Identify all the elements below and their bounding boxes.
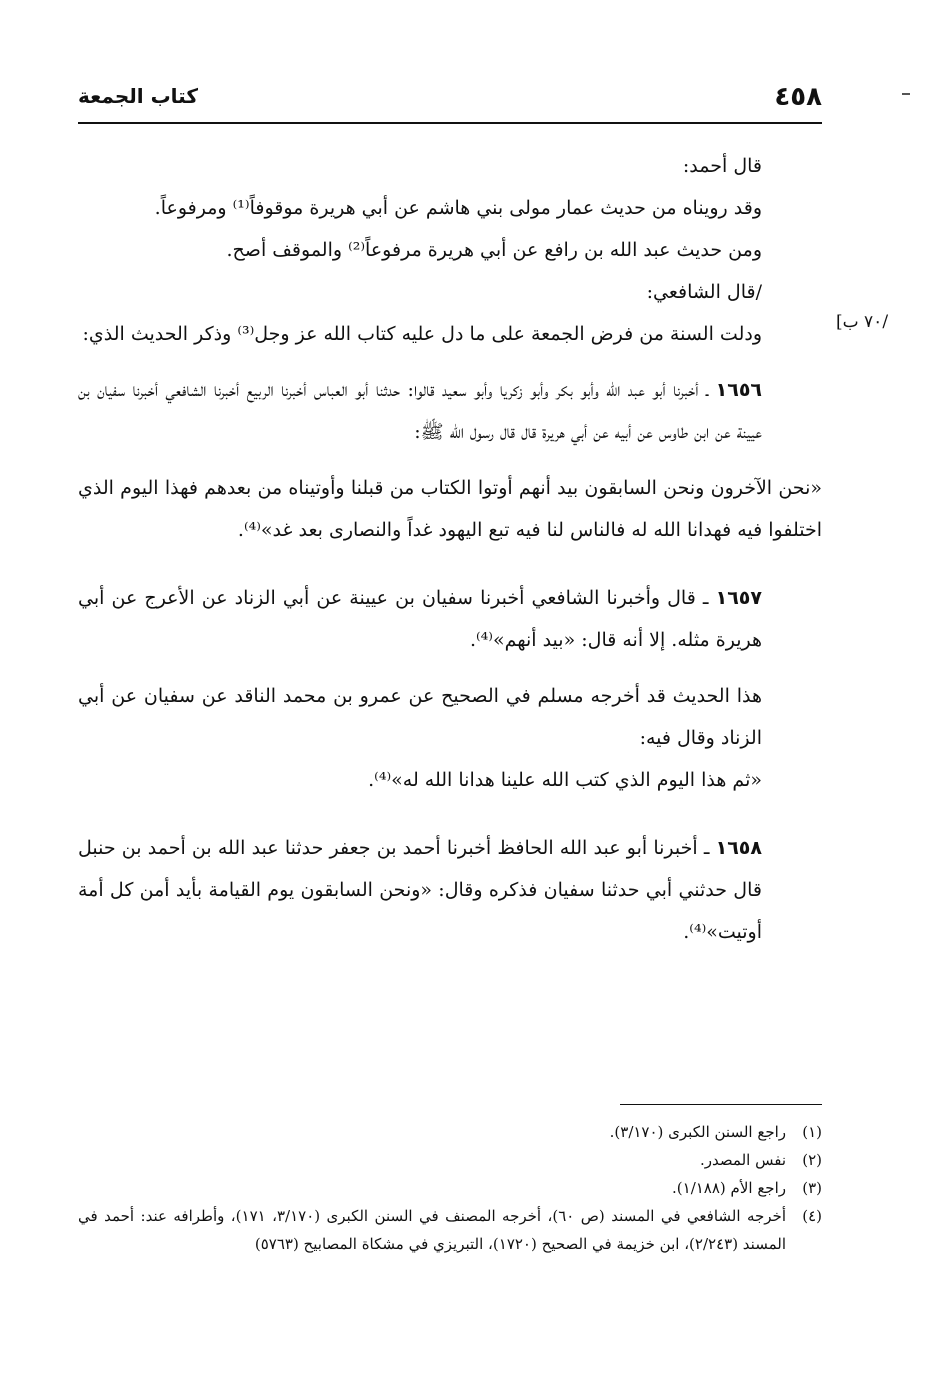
paragraph-qala-ahmad: قال أحمد: bbox=[682, 155, 762, 177]
hadith-1656 bbox=[78, 369, 822, 453]
footnote-mark: (٢) bbox=[802, 1151, 822, 1169]
footnote bbox=[78, 1202, 822, 1258]
footnote bbox=[78, 1146, 822, 1174]
hadith-number: ١٦٥٦ bbox=[715, 379, 763, 401]
manuscript-folio-note: /٧٠ ب] bbox=[836, 312, 889, 332]
footnote-text: راجع الأم (١/١٨٨). bbox=[672, 1179, 786, 1197]
page-header bbox=[78, 78, 822, 124]
hadith-1658 bbox=[78, 827, 822, 953]
hadith-chain: ـ قال وأخبرنا الشافعي أخبرنا سفيان بن عيينة عن أبي الزناد عن الأعرج عن أبي هريرة مثله. إلا أنه قال: «بيد أنهم»⁽⁴⁾. bbox=[78, 587, 762, 651]
hadith-chain: ـ أخبرنا أبو عبد الله وأبو بكر وأبو زكريا وأبو سعيد قالوا: حدثنا أبو العباس أخبرنا الربيع أخبرنا الشافعي أخبرنا سفيان بن عيينة عن ابن طاوس عن أبيه عن أبي هريرة قال قال رسول الله ﷺ: bbox=[78, 379, 762, 443]
hadith-1657-quote: «ثم هذا اليوم الذي كتب الله علينا هدانا الله له»⁽⁴⁾. bbox=[368, 769, 762, 791]
hadith-1657-comment: هذا الحديث قد أخرجه مسلم في الصحيح عن عمرو بن محمد الناقد عن سفيان عن أبي الزناد وقال فيه: bbox=[78, 685, 762, 749]
paragraph-qala-shafii: /قال الشافعي: bbox=[646, 281, 762, 303]
hadith-number: ١٦٥٧ bbox=[715, 587, 762, 609]
corner-mark bbox=[902, 93, 910, 95]
footnote-text: راجع السنن الكبرى (٣/١٧٠). bbox=[609, 1123, 786, 1141]
paragraph-narration-ammar: وقد رويناه من حديث عمار مولى بني هاشم عن أبي هريرة موقوفاً⁽¹⁾ ومرفوعاً. bbox=[154, 197, 762, 219]
page-number: ٤٥٨ bbox=[774, 82, 822, 112]
footnote-mark: (١) bbox=[802, 1123, 822, 1141]
footnote-mark: (٤) bbox=[802, 1207, 822, 1225]
footnote bbox=[78, 1174, 822, 1202]
paragraph-narration-abdullah: ومن حديث عبد الله بن رافع عن أبي هريرة مرفوعاً⁽²⁾ والموقف أصح. bbox=[226, 239, 762, 261]
footnote bbox=[78, 1118, 822, 1146]
footnote-mark: (٣) bbox=[802, 1179, 822, 1197]
footnotes bbox=[78, 1118, 822, 1258]
footnote-text: نفس المصدر. bbox=[700, 1151, 786, 1169]
footnote-text: أخرجه الشافعي في المسند (ص ٦٠)، أخرجه المصنف في السنن الكبرى (٣/١٧٠، ١٧١)، وأطرافه عند: أحمد في المسند (٢/٢٤٣)، ابن خزيمة في الصحيح (١٧٢٠)، التبريزي في مشكاة المصابيح (٥٧٦٣) bbox=[78, 1207, 786, 1253]
hadith-chain: ـ أخبرنا أبو عبد الله الحافظ أخبرنا أحمد بن جعفر حدثنا عبد الله بن أحمد بن حنبل قال حدثني أبي حدثنا سفيان فذكره وقال: «ونحن السابقون يوم القيامة بأيد أمن كل أمة أوتيت»⁽⁴⁾. bbox=[78, 837, 762, 943]
hadith-1656-matn: «نحن الآخرون ونحن السابقون بيد أنهم أوتوا الكتاب من قبلنا وأوتيناه من بعدهم فهذا اليوم الذي اختلفوا فيه فهدانا الله له فالناس لنا فيه تبع اليهود غداً والنصارى بعد غد»⁽⁴⁾. bbox=[78, 477, 822, 541]
running-title: كتاب الجمعة bbox=[78, 84, 198, 108]
hadith-number: ١٦٥٨ bbox=[715, 837, 762, 859]
main-text bbox=[78, 145, 822, 953]
paragraph-sunnah: ودلت السنة من فرض الجمعة على ما دل عليه كتاب الله عز وجل⁽³⁾ وذكر الحديث الذي: bbox=[82, 323, 762, 345]
hadith-1657 bbox=[78, 577, 822, 661]
footnote-separator bbox=[620, 1104, 822, 1105]
